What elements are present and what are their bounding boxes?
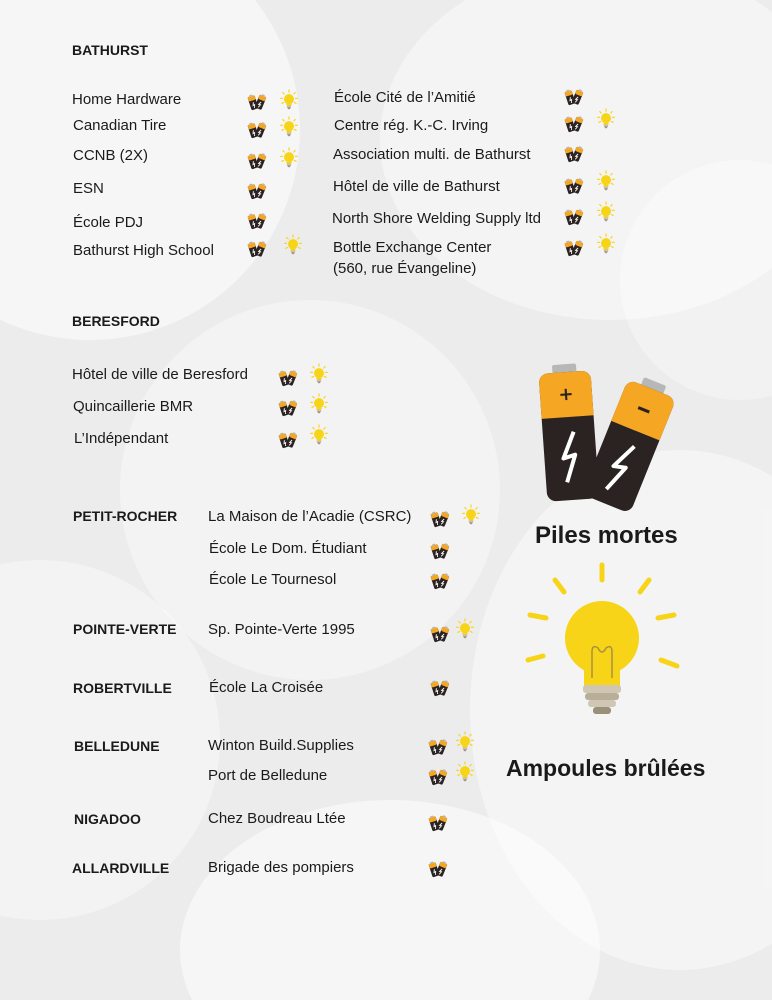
location-name: École Le Dom. Étudiant [209, 540, 367, 557]
section-header-beresford: BERESFORD [72, 313, 160, 329]
battery-icon [429, 538, 451, 560]
location-name: Brigade des pompiers [208, 859, 354, 876]
location-name: ESN [73, 180, 104, 197]
battery-icon [429, 621, 451, 643]
battery-icon [563, 84, 585, 106]
section-header-pointe-verte: POINTE-VERTE [73, 621, 177, 637]
section-header-allardville: ALLARDVILLE [72, 860, 170, 876]
location-name: Bathurst High School [73, 242, 214, 259]
location-name: La Maison de l’Acadie (CSRC) [208, 508, 412, 525]
battery-icon [563, 141, 585, 163]
lightbulb-icon [279, 89, 299, 111]
battery-icon [429, 675, 451, 697]
legend-bulbs-label: Ampoules brûlées [506, 755, 706, 781]
lightbulb-icon [461, 504, 481, 526]
location-name: Bottle Exchange Center [333, 239, 492, 256]
section-header-petit-rocher: PETIT-ROCHER [73, 508, 178, 524]
battery-icon [563, 235, 585, 257]
lightbulb-icon [596, 170, 616, 192]
battery-icon [427, 764, 449, 786]
location-address: (560, rue Évangeline) [333, 260, 477, 277]
battery-icon [427, 856, 449, 878]
battery-icon [563, 111, 585, 133]
section-header-belledune: BELLEDUNE [74, 738, 160, 754]
lightbulb-icon [309, 363, 329, 385]
battery-icon [429, 568, 451, 590]
location-name: Association multi. de Bathurst [333, 146, 531, 163]
location-name: Chez Boudreau Ltée [208, 810, 346, 827]
lightbulb-icon [455, 761, 475, 783]
location-name: École PDJ [73, 214, 144, 231]
lightbulb-icon [455, 618, 475, 640]
location-name: Quincaillerie BMR [73, 398, 194, 415]
lightbulb-icon [279, 116, 299, 138]
location-name: Winton Build.Supplies [208, 737, 354, 754]
location-name: Sp. Pointe-Verte 1995 [208, 621, 355, 638]
section-header-robertville: ROBERTVILLE [73, 680, 172, 696]
location-name: Hôtel de ville de Bathurst [333, 178, 500, 195]
lightbulb-icon [455, 731, 475, 753]
location-name: Centre rég. K.-C. Irving [334, 117, 489, 134]
battery-icon [246, 208, 268, 230]
location-name: École La Croisée [209, 679, 324, 696]
battery-icon [429, 506, 451, 528]
location-name: L’Indépendant [74, 430, 169, 447]
lightbulb-icon [309, 393, 329, 415]
location-name: Canadian Tire [73, 117, 167, 134]
location-name: École Cité de l’Amitié [334, 89, 476, 106]
lightbulb-icon [596, 233, 616, 255]
location-name: CCNB (2X) [73, 147, 149, 164]
location-name: Home Hardware [72, 91, 182, 108]
lightbulb-icon [596, 201, 616, 223]
battery-icon [277, 365, 299, 387]
lightbulb-illustration-icon [520, 560, 690, 730]
lightbulb-icon [309, 424, 329, 446]
section-header-bathurst: BATHURST [72, 42, 148, 58]
lightbulb-icon [279, 147, 299, 169]
legend-batteries-label: Piles mortes [535, 522, 678, 549]
location-name: Port de Belledune [208, 767, 328, 784]
battery-icon [246, 117, 268, 139]
section-header-nigadoo: NIGADOO [74, 811, 141, 827]
battery-icon [246, 236, 268, 258]
location-name: North Shore Welding Supply ltd [332, 210, 542, 227]
battery-icon [246, 148, 268, 170]
battery-icon [246, 178, 268, 200]
battery-icon [246, 89, 268, 111]
battery-icon [277, 427, 299, 449]
battery-icon [563, 173, 585, 195]
svg-text:+: + [557, 383, 575, 406]
location-name: Hôtel de ville de Beresford [72, 366, 248, 383]
lightbulb-icon [596, 108, 616, 130]
battery-icon [277, 395, 299, 417]
battery-icon [427, 734, 449, 756]
battery-icon [563, 204, 585, 226]
lightbulb-icon [283, 234, 303, 256]
battery-illustration-icon [538, 362, 678, 512]
location-name: École Le Tournesol [209, 571, 337, 588]
battery-icon [427, 810, 449, 832]
